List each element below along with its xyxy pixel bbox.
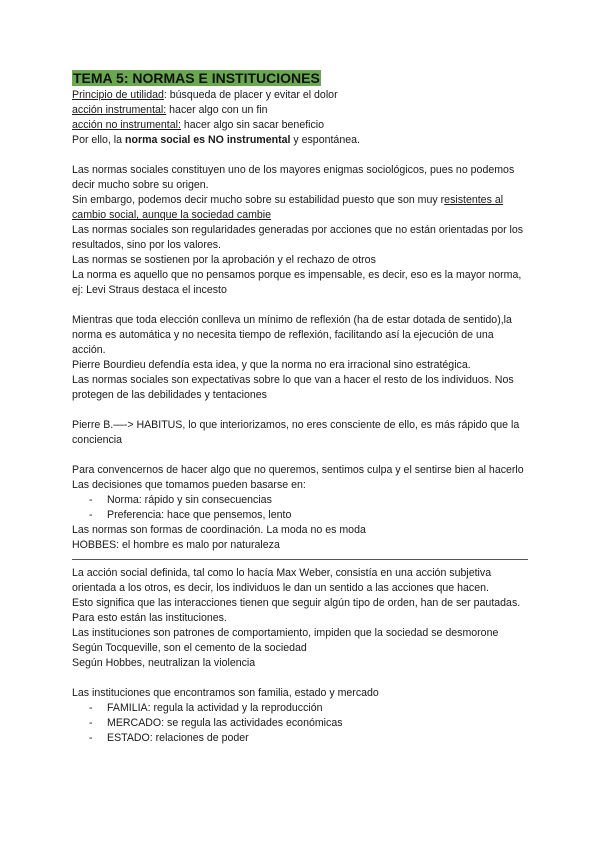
paragraph: Según Tocqueville, son el cemento de la sociedad <box>72 642 307 654</box>
paragraph: Mientras que toda elección conlleva un mínimo de reflexión (ha de estar dotada de sentido),la norma es automática y no necesita tiempo de reflexión, facilitando así la ejecución de una acción. <box>72 314 512 356</box>
paragraph: Las instituciones que encontramos son familia, estado y mercado <box>72 687 379 699</box>
norma-post: y espontánea. <box>290 134 360 146</box>
definition-line <box>72 88 528 103</box>
paragraph: Según Hobbes, neutralizan la violencia <box>72 657 256 669</box>
paragraph: HOBBES: el hombre es malo por naturaleza <box>72 539 280 551</box>
definition-line <box>72 118 528 133</box>
paragraph: Las instituciones son patrones de comportamiento, impiden que la sociedad se desmorone <box>72 627 499 639</box>
paragraph: Para convencernos de hacer algo que no queremos, sentimos culpa y el sentirse bien al hacerlo <box>72 464 524 476</box>
paragraph: Las normas se sostienen por la aprobación y el rechazo de otros <box>72 254 376 266</box>
paragraph: Las normas sociales son regularidades generadas por acciones que no están orientadas por los resultados, sino por los valores. <box>72 224 524 251</box>
paragraph: Pierre B.—-> HABITUS, lo que interiorizamos, no eres consciente de ello, es más rápido que la conciencia <box>72 419 520 446</box>
list-item: - Preferencia: hace que pensemos, lento <box>89 508 528 523</box>
definition-line <box>72 103 528 118</box>
norma-pre: Por ello, la <box>72 134 125 146</box>
paragraph: Las normas sociales son expectativas sobre lo que van a hacer el resto de los individuos. Nos protegen de las debilidades y tentaciones <box>72 374 514 401</box>
definition-text: : búsqueda de placer y evitar el dolor <box>163 89 338 101</box>
norma-line <box>72 133 528 148</box>
paragraph: Las decisiones que tomamos pueden basarse en: <box>72 479 306 491</box>
definition-text: hacer algo con un fin <box>166 104 268 116</box>
paragraph <box>72 193 528 223</box>
paragraph: Pierre Bourdieu defendía esta idea, y que la norma no era irracional sino estratégica. <box>72 359 471 371</box>
horizontal-divider <box>72 559 528 560</box>
norma-bold: norma social es NO instrumental <box>125 134 291 146</box>
paragraph: Esto significa que las interacciones tienen que seguir algún tipo de orden, han de ser pautadas. <box>72 597 521 609</box>
definition-term: acción instrumental: <box>72 104 167 116</box>
list-item: - FAMILIA: regula la actividad y la reproducción <box>89 701 528 716</box>
page-title: TEMA 5: NORMAS E INSTITUCIONES <box>73 70 320 86</box>
paragraph: La acción social definida, tal como lo hacía Max Weber, consistía en una acción subjetiva orientada a los otros, es decir, los individuos le dan un sentido a las acciones que hacen. <box>72 567 492 594</box>
definition-term: acción no instrumental: <box>72 119 181 131</box>
list-item: - ESTADO: relaciones de poder <box>89 731 528 746</box>
document-page <box>72 70 528 746</box>
paragraph: Las normas sociales constituyen uno de los mayores enigmas sociológicos, pues no podemos decir mucho sobre su origen. <box>72 164 515 191</box>
decision-list <box>72 493 528 523</box>
paragraph: La norma es aquello que no pensamos porque es impensable, es decir, eso es la mayor norma, ej: Levi Straus destaca el incesto <box>72 269 522 296</box>
paragraph: Para esto están las instituciones. <box>72 612 227 624</box>
underlined-text: esistentes al cambio social, aunque la sociedad cambie <box>72 194 504 221</box>
paragraph-text: Sin embargo, podemos decir mucho sobre su estabilidad puesto que son muy r <box>72 194 445 206</box>
list-item: - MERCADO: se regula las actividades económicas <box>89 716 528 731</box>
definition-text: hacer algo sin sacar beneficio <box>180 119 325 131</box>
list-item: - Norma: rápido y sin consecuencias <box>89 493 528 508</box>
institutions-list <box>72 701 528 746</box>
paragraph: Las normas son formas de coordinación. La moda no es moda <box>72 524 366 536</box>
definition-term: Principio de utilidad <box>72 89 164 101</box>
